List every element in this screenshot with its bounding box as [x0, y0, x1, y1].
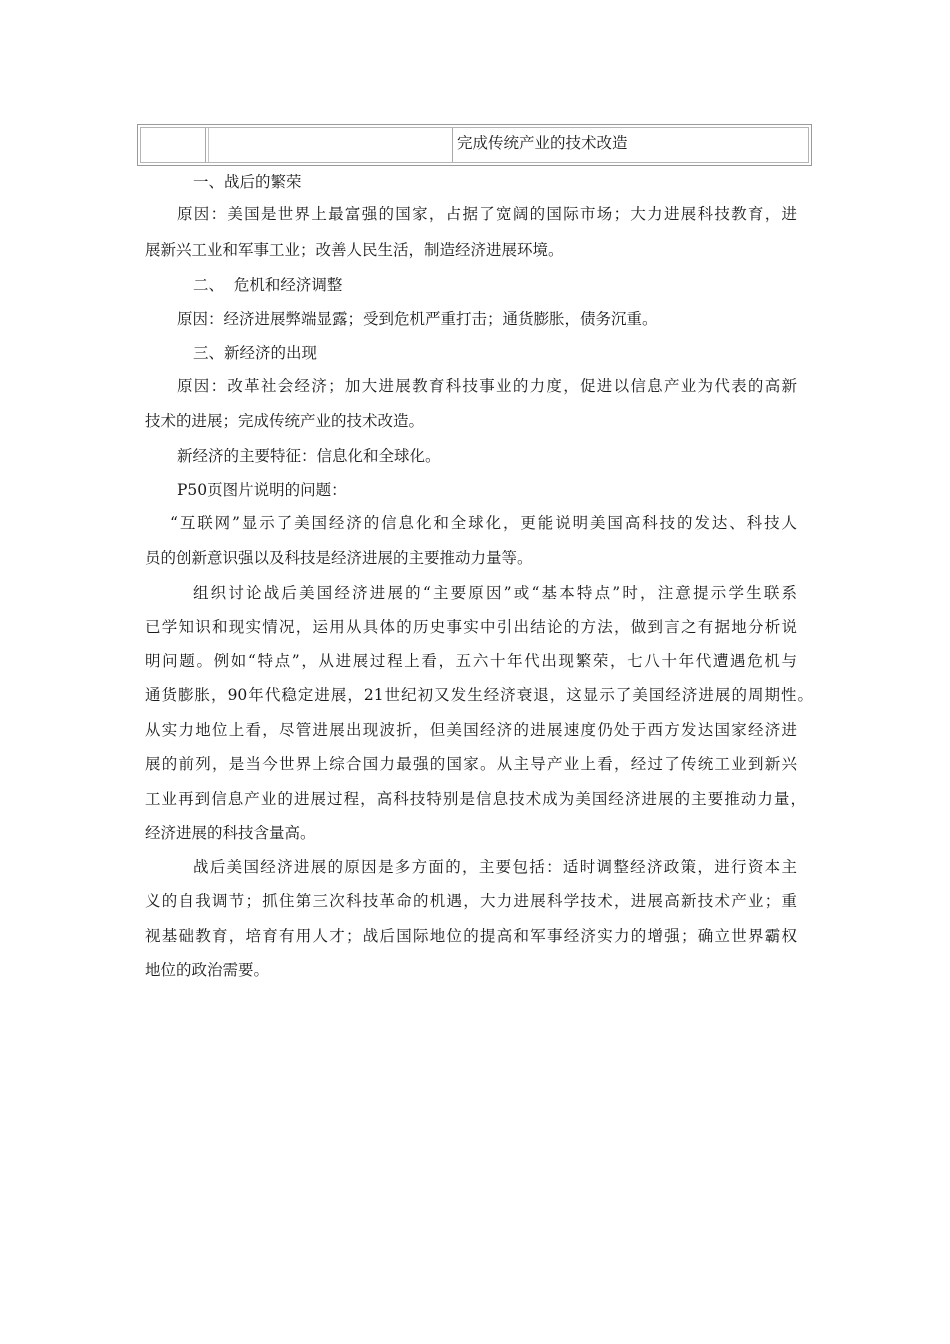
discussion-line-8: 经济进展的科技含量高。: [145, 824, 316, 842]
reasons-line-2: 义的自我调节；抓住第三次科技革命的机遇，大力进展科学技术，进展高新技术产业；重: [145, 892, 797, 910]
reason2-line: 原因：经济进展弊端显露；受到危机严重打击；通货膨胀，债务沉重。: [177, 310, 658, 328]
table-fragment: [137, 124, 812, 166]
section-heading-1: 一、战后的繁荣: [193, 173, 302, 191]
table-cell-empty: [209, 128, 453, 162]
section-heading-2: 二、 危机和经济调整: [193, 276, 343, 294]
section-heading-3: 三、新经济的出现: [193, 344, 318, 362]
reason3-line-1: 原因：改革社会经济；加大进展教育科技事业的力度，促进以信息产业为代表的高新: [177, 377, 797, 395]
discussion-line-7: 工业再到信息产业的进展过程，高科技特别是信息技术成为美国经济进展的主要推动力量，: [145, 790, 806, 808]
reasons-line-3: 视基础教育，培育有用人才；战后国际地位的提高和军事经济实力的增强；确立世界霸权: [145, 927, 797, 945]
discussion-line-5: 从实力地位上看，尽管进展出现波折，但美国经济的进展速度仍处于西方发达国家经济进: [145, 721, 797, 739]
reasons-line-4: 地位的政治需要。: [145, 961, 270, 979]
reason1-line-2: 展新兴工业和军事工业；改善人民生活，制造经济进展环境。: [145, 241, 564, 259]
discussion-line-3: 明问题。例如“特点”，从进展过程上看，五六十年代出现繁荣，七八十年代遭遇危机与: [145, 652, 797, 670]
reason1-line-1: 原因：美国是世界上最富强的国家，占据了宽阔的国际市场；大力进展科技教育，进: [177, 205, 797, 223]
discussion-line-4: 通货膨胀，90年代稳定进展，21世纪初又发生经济衰退，这显示了美国经济进展的周期性。: [145, 686, 813, 704]
p50-line-2: 员的创新意识强以及科技是经济进展的主要推动力量等。: [145, 549, 533, 567]
table-row: [140, 127, 809, 163]
reason3-line-2: 技术的进展；完成传统产业的技术改造。: [145, 412, 425, 430]
features-line: 新经济的主要特征：信息化和全球化。: [177, 447, 441, 465]
reasons-line-1: 战后美国经济进展的原因是多方面的，主要包括：适时调整经济政策，进行资本主: [193, 858, 797, 876]
table-cell-text: 完成传统产业的技术改造: [457, 134, 628, 152]
discussion-line-1: 组织讨论战后美国经济进展的“主要原因”或“基本特点”时，注意提示学生联系: [193, 584, 797, 602]
p50-line-1: “互联网”显示了美国经济的信息化和全球化，更能说明美国高科技的发达、科技人: [170, 514, 797, 532]
table-cell-empty: [141, 128, 206, 162]
discussion-line-2: 已学知识和现实情况，运用从具体的历史事实中引出结论的方法，做到言之有据地分析说: [145, 618, 797, 636]
discussion-line-6: 展的前列，是当今世界上综合国力最强的国家。从主导产业上看，经过了传统工业到新兴: [145, 755, 797, 773]
p50-title: P50页图片说明的问题：: [177, 481, 347, 499]
